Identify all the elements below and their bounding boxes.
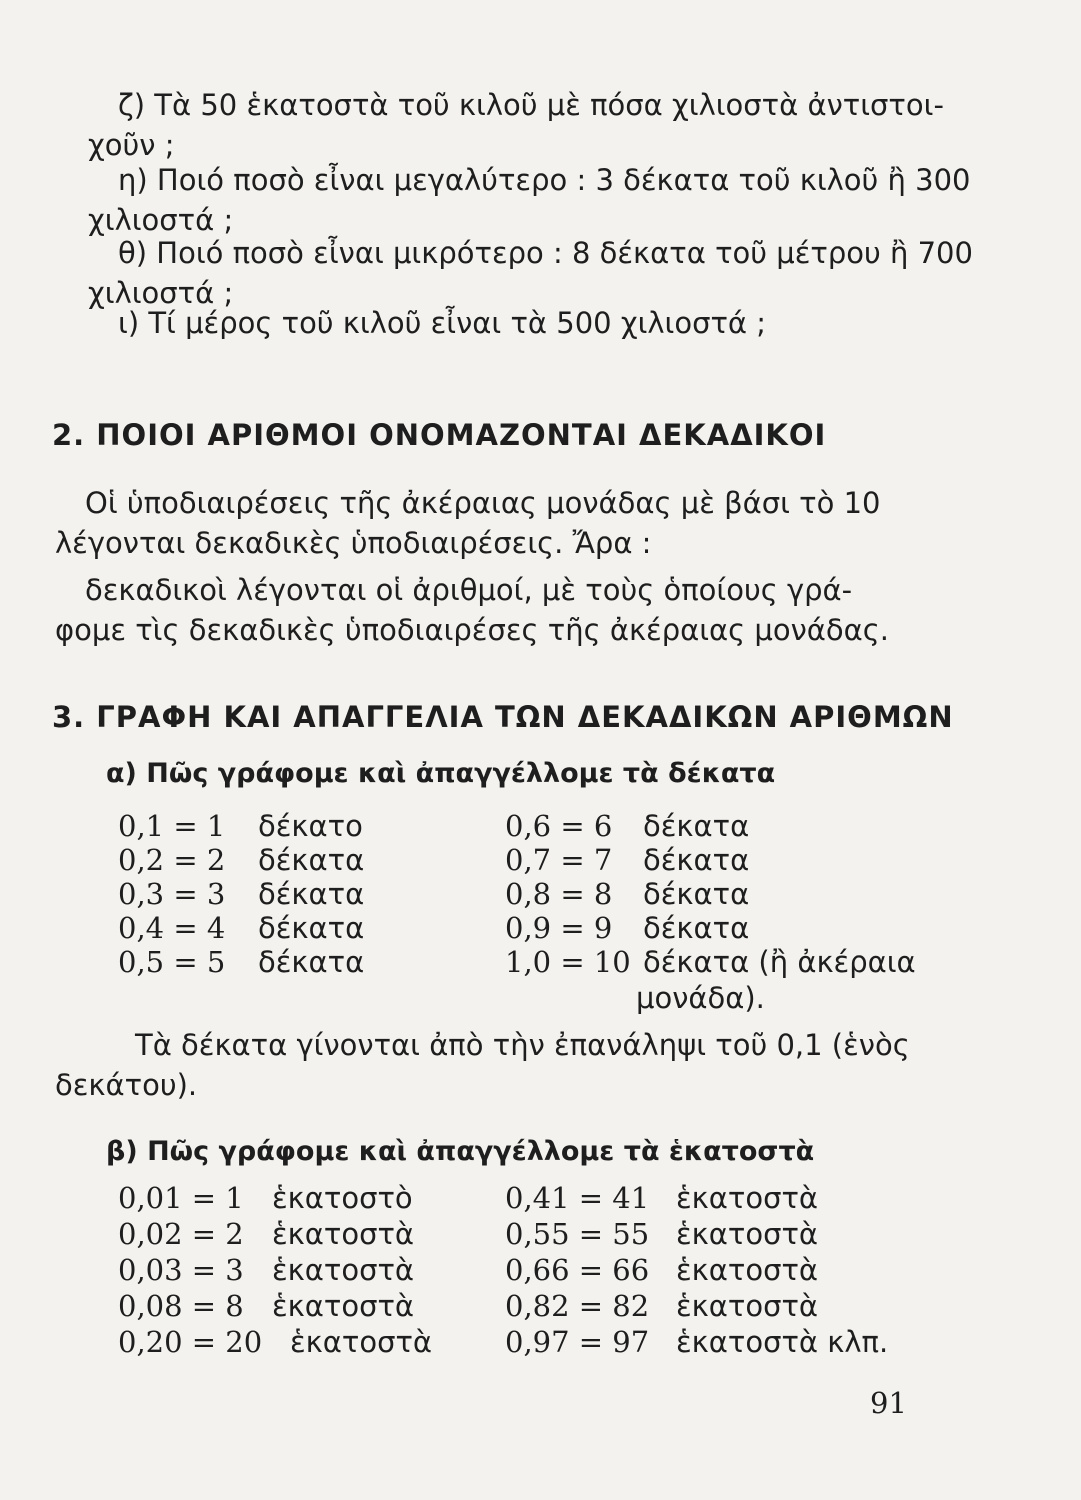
tenths-word: δέκατα xyxy=(643,877,750,911)
hundredths-value: 0,66 = 66 xyxy=(505,1253,650,1287)
hundredths-value: 0,82 = 82 xyxy=(505,1289,650,1323)
tenths-word: δέκατα xyxy=(643,911,750,945)
tenths-word: δέκατα (ἢ ἀκέραια xyxy=(643,945,916,979)
hundredths-value: 0,20 = 20 xyxy=(118,1325,263,1359)
question-iota: ι) Τί μέρος τοῦ κιλοῦ εἶναι τὰ 500 χιλιοστά ; xyxy=(118,306,767,340)
tenths-value: 1,0 = 10 xyxy=(505,945,631,979)
hundredths-value: 0,02 = 2 xyxy=(118,1217,244,1251)
tenths-value: 0,4 = 4 xyxy=(118,911,226,945)
section-2-paragraph-1: Οἱ ὑποδιαιρέσεις τῆς ἀκέραιας μονάδας μὲ βάσι τὸ 10 λέγονται δεκαδικὲς ὑποδιαιρέσεις. Ἄρα : xyxy=(55,486,881,560)
hundredths-value: 0,01 = 1 xyxy=(118,1181,244,1215)
hundredths-word: ἑκατοστὰ xyxy=(290,1325,433,1359)
hundredths-word: ἑκατοστὸ xyxy=(272,1181,413,1215)
tenths-value: 0,5 = 5 xyxy=(118,945,226,979)
tenths-word: δέκατα xyxy=(258,843,365,877)
question-eta: η) Ποιό ποσὸ εἶναι μεγαλύτερο : 3 δέκατα τοῦ κιλοῦ ἢ 300 χιλιοστά ; xyxy=(88,163,971,237)
hundredths-value: 0,55 = 55 xyxy=(505,1217,650,1251)
tenths-word: δέκατα xyxy=(258,945,365,979)
tenths-value: 0,1 = 1 xyxy=(118,809,226,843)
hundredths-word: ἑκατοστὰ xyxy=(272,1253,415,1287)
tenths-word: δέκατα xyxy=(643,843,750,877)
subheading-hundredths: β) Πῶς γράφομε καὶ ἀπαγγέλλομε τὰ ἑκατοστὰ xyxy=(106,1136,815,1167)
section-3-heading: 3. ΓΡΑΦΗ ΚΑΙ ΑΠΑΓΓΕΛΙΑ ΤΩΝ ΔΕΚΑΔΙΚΩΝ ΑΡΙΘΜΩΝ xyxy=(52,700,954,734)
tenths-word: δέκατα xyxy=(643,809,750,843)
hundredths-word: ἑκατοστὰ xyxy=(676,1289,819,1323)
tenths-value: 0,3 = 3 xyxy=(118,877,226,911)
question-zeta: ζ) Τὰ 50 ἑκατοστὰ τοῦ κιλοῦ μὲ πόσα χιλιοστὰ ἀντιστοι- χοῦν ; xyxy=(88,88,944,162)
section-2-heading: 2. ΠΟΙΟΙ ΑΡΙΘΜΟΙ ΟΝΟΜΑΖΟΝΤΑΙ ΔΕΚΑΔΙΚΟΙ xyxy=(52,418,827,452)
subheading-tenths: α) Πῶς γράφομε καὶ ἀπαγγέλλομε τὰ δέκατα xyxy=(106,758,776,789)
hundredths-word: ἑκατοστὰ κλπ. xyxy=(676,1325,889,1359)
tenths-value: 0,8 = 8 xyxy=(505,877,613,911)
hundredths-word: ἑκατοστὰ xyxy=(676,1253,819,1287)
hundredths-word: ἑκατοστὰ xyxy=(676,1181,819,1215)
tenths-value: 0,9 = 9 xyxy=(505,911,613,945)
tenths-word: δέκατο xyxy=(258,809,363,843)
hundredths-value: 0,41 = 41 xyxy=(505,1181,650,1215)
tenths-value: 0,6 = 6 xyxy=(505,809,613,843)
tenths-word-continuation: μονάδα). xyxy=(636,981,765,1015)
hundredths-word: ἑκατοστὰ xyxy=(272,1217,415,1251)
tenths-word: δέκατα xyxy=(258,877,365,911)
tenths-value: 0,2 = 2 xyxy=(118,843,226,877)
hundredths-word: ἑκατοστὰ xyxy=(676,1217,819,1251)
tenths-value: 0,7 = 7 xyxy=(505,843,613,877)
tenths-word: δέκατα xyxy=(258,911,365,945)
question-theta: θ) Ποιό ποσὸ εἶναι μικρότερο : 8 δέκατα τοῦ μέτρου ἢ 700 χιλιοστά ; xyxy=(88,236,973,310)
hundredths-value: 0,08 = 8 xyxy=(118,1289,244,1323)
page-number: 91 xyxy=(870,1386,907,1420)
section-2-definition: δεκαδικοὶ λέγονται οἱ ἀριθμοί, μὲ τοὺς ὁποίους γρά- φομε τὶς δεκαδικὲς ὑποδιαιρέσες τῆς ἀκέραιας μονάδας. xyxy=(55,573,890,647)
hundredths-value: 0,03 = 3 xyxy=(118,1253,244,1287)
hundredths-value: 0,97 = 97 xyxy=(505,1325,650,1359)
hundredths-word: ἑκατοστὰ xyxy=(272,1289,415,1323)
tenths-note: Τὰ δέκατα γίνονται ἀπὸ τὴν ἐπανάληψι τοῦ 0,1 (ἑνὸς δεκάτου). xyxy=(55,1028,910,1102)
